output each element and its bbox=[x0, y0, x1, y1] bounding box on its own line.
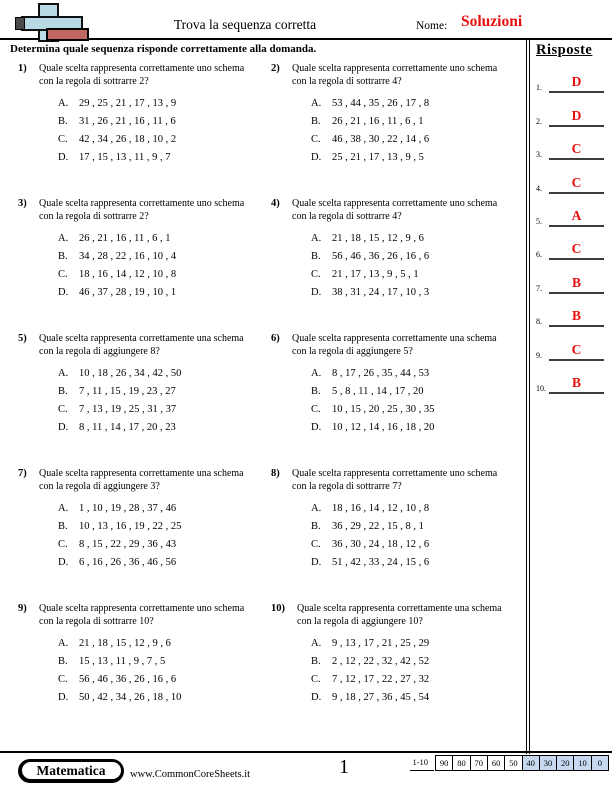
option-letter: B. bbox=[58, 655, 68, 667]
option-a bbox=[311, 364, 524, 382]
option-letter: D. bbox=[311, 556, 322, 568]
answer-row-1 bbox=[536, 60, 604, 93]
name-label: Nome: bbox=[416, 20, 448, 32]
option-letter: A. bbox=[311, 232, 322, 244]
option-letter: B. bbox=[58, 385, 68, 397]
option-sequence: 10 , 15 , 20 , 25 , 30 , 35 bbox=[332, 403, 435, 415]
option-c bbox=[311, 130, 524, 148]
option-sequence: 50 , 42 , 34 , 26 , 18 , 10 bbox=[79, 691, 182, 703]
question-text: Quale scelta rappresenta correttamente uno schema con la regola di sottrarre 4? bbox=[292, 198, 498, 222]
option-sequence: 9 , 18 , 27 , 36 , 45 , 54 bbox=[332, 691, 430, 703]
plus-minus-logo-icon bbox=[12, 2, 92, 44]
option-b bbox=[58, 247, 271, 265]
score-range-label: 1-10 bbox=[410, 755, 434, 771]
question-text: Quale scelta rappresenta correttamente una schema con la regola di aggiungere 3? bbox=[39, 468, 244, 492]
question-number: 7) bbox=[18, 468, 27, 479]
option-letter: B. bbox=[58, 520, 68, 532]
option-sequence: 21 , 18 , 15 , 12 , 9 , 6 bbox=[332, 232, 424, 244]
score-cell-80: 80 bbox=[452, 755, 470, 771]
answer-number: 4. bbox=[536, 183, 542, 193]
option-c bbox=[311, 535, 524, 553]
answer-blank bbox=[549, 307, 604, 327]
option-d bbox=[58, 418, 271, 436]
option-d bbox=[311, 148, 524, 166]
option-sequence: 38 , 31 , 24 , 17 , 10 , 3 bbox=[332, 286, 430, 298]
option-letter: D. bbox=[311, 151, 322, 163]
question-number: 3) bbox=[18, 198, 27, 209]
option-b bbox=[311, 652, 524, 670]
option-sequence: 46 , 37 , 28 , 19 , 10 , 1 bbox=[79, 286, 177, 298]
option-sequence: 53 , 44 , 35 , 26 , 17 , 8 bbox=[332, 97, 430, 109]
question-text: Quale scelta rappresenta correttamente uno schema con la regola di sottrarre 10? bbox=[39, 603, 245, 627]
answer-row-7 bbox=[536, 260, 604, 293]
option-letter: D. bbox=[58, 421, 69, 433]
question-number: 4) bbox=[271, 198, 280, 209]
option-b bbox=[58, 382, 271, 400]
option-letter: A. bbox=[311, 97, 322, 109]
answer-number: 9. bbox=[536, 350, 542, 360]
option-letter: B. bbox=[311, 115, 321, 127]
option-sequence: 7 , 13 , 19 , 25 , 31 , 37 bbox=[79, 403, 177, 415]
option-letter: A. bbox=[58, 232, 69, 244]
instruction-text: Determina quale sequenza risponde correttamente alla domanda. bbox=[10, 43, 317, 55]
option-letter: C. bbox=[311, 133, 321, 145]
answer-value: C bbox=[571, 174, 582, 190]
option-sequence: 8 , 11 , 14 , 17 , 20 , 23 bbox=[79, 421, 176, 433]
option-sequence: 42 , 34 , 26 , 18 , 10 , 2 bbox=[79, 133, 177, 145]
option-a bbox=[58, 499, 271, 517]
option-d bbox=[311, 283, 524, 301]
answer-row-2 bbox=[536, 93, 604, 126]
question-text: Quale scelta rappresenta correttamente uno schema con la regola di sottrarre 2? bbox=[39, 198, 245, 222]
option-letter: D. bbox=[58, 691, 69, 703]
option-d bbox=[58, 283, 271, 301]
option-a bbox=[58, 634, 271, 652]
question-number: 8) bbox=[271, 468, 280, 479]
option-sequence: 5 , 8 , 11 , 14 , 17 , 20 bbox=[332, 385, 424, 397]
option-sequence: 21 , 18 , 15 , 12 , 9 , 6 bbox=[79, 637, 171, 649]
question-number: 10) bbox=[271, 603, 285, 614]
answers-list bbox=[536, 60, 604, 394]
option-sequence: 1 , 10 , 19 , 28 , 37 , 46 bbox=[79, 502, 177, 514]
question-number: 2) bbox=[271, 63, 280, 74]
option-sequence: 9 , 13 , 17 , 21 , 25 , 29 bbox=[332, 637, 430, 649]
option-b bbox=[58, 652, 271, 670]
option-letter: C. bbox=[311, 403, 321, 415]
option-c bbox=[311, 670, 524, 688]
subject-badge bbox=[18, 759, 124, 783]
option-b bbox=[58, 112, 271, 130]
option-sequence: 46 , 38 , 30 , 22 , 14 , 6 bbox=[332, 133, 430, 145]
question-text: Quale scelta rappresenta correttamente una schema con la regola di aggiungere 5? bbox=[292, 333, 497, 357]
option-c bbox=[311, 265, 524, 283]
question-7 bbox=[18, 465, 271, 600]
answer-value: C bbox=[571, 141, 582, 157]
answer-blank bbox=[549, 73, 604, 93]
score-cell-60: 60 bbox=[487, 755, 505, 771]
option-letter: B. bbox=[311, 520, 321, 532]
option-sequence: 36 , 29 , 22 , 15 , 8 , 1 bbox=[332, 520, 424, 532]
option-sequence: 10 , 18 , 26 , 34 , 42 , 50 bbox=[79, 367, 182, 379]
option-c bbox=[58, 535, 271, 553]
option-letter: A. bbox=[58, 637, 69, 649]
option-c bbox=[58, 130, 271, 148]
option-letter: A. bbox=[58, 367, 69, 379]
answer-blank bbox=[549, 374, 604, 394]
answer-number: 8. bbox=[536, 317, 542, 327]
page-title: Trova la sequenza corretta bbox=[173, 17, 317, 32]
option-letter: D. bbox=[58, 556, 69, 568]
answer-row-4 bbox=[536, 160, 604, 193]
score-cell-90: 90 bbox=[435, 755, 453, 771]
answer-value: C bbox=[571, 341, 582, 357]
option-sequence: 25 , 21 , 17 , 13 , 9 , 5 bbox=[332, 151, 424, 163]
answer-value: B bbox=[571, 308, 581, 324]
content-area bbox=[0, 40, 612, 748]
option-sequence: 8 , 15 , 22 , 29 , 36 , 43 bbox=[79, 538, 177, 550]
question-number: 5) bbox=[18, 333, 27, 344]
option-sequence: 15 , 13 , 11 , 9 , 7 , 5 bbox=[79, 655, 166, 667]
option-sequence: 36 , 30 , 24 , 18 , 12 , 6 bbox=[332, 538, 430, 550]
option-a bbox=[311, 634, 524, 652]
option-d bbox=[311, 553, 524, 571]
score-cell-30: 30 bbox=[539, 755, 557, 771]
answer-value: D bbox=[571, 74, 582, 90]
option-c bbox=[311, 400, 524, 418]
option-letter: C. bbox=[311, 673, 321, 685]
option-letter: D. bbox=[311, 286, 322, 298]
option-letter: A. bbox=[58, 502, 69, 514]
answer-blank bbox=[549, 107, 604, 127]
answer-value: B bbox=[571, 374, 581, 390]
score-cell-70: 70 bbox=[470, 755, 488, 771]
option-sequence: 7 , 11 , 15 , 19 , 23 , 27 bbox=[79, 385, 176, 397]
score-strip bbox=[410, 755, 609, 771]
option-letter: D. bbox=[311, 691, 322, 703]
question-number: 1) bbox=[18, 63, 27, 74]
option-sequence: 56 , 46 , 36 , 26 , 16 , 6 bbox=[332, 250, 430, 262]
answers-title: Risposte bbox=[536, 42, 593, 58]
question-3 bbox=[18, 195, 271, 330]
option-d bbox=[58, 148, 271, 166]
question-text: Quale scelta rappresenta correttamente uno schema con la regola di sottrarre 4? bbox=[292, 63, 498, 87]
option-d bbox=[311, 418, 524, 436]
option-sequence: 26 , 21 , 16 , 11 , 6 , 1 bbox=[332, 115, 424, 127]
score-cell-40: 40 bbox=[522, 755, 540, 771]
option-letter: B. bbox=[311, 250, 321, 262]
answer-blank bbox=[549, 274, 604, 294]
answer-number: 7. bbox=[536, 283, 542, 293]
option-sequence: 51 , 42 , 33 , 24 , 15 , 6 bbox=[332, 556, 430, 568]
answer-number: 10. bbox=[536, 383, 546, 393]
answer-row-10 bbox=[536, 361, 604, 394]
option-letter: C. bbox=[58, 538, 68, 550]
name-value-solutions: Soluzioni bbox=[461, 13, 523, 30]
answer-row-6 bbox=[536, 227, 604, 260]
question-2 bbox=[271, 60, 524, 195]
score-cell-50: 50 bbox=[504, 755, 522, 771]
page-number: 1 bbox=[339, 755, 349, 778]
question-text: Quale scelta rappresenta correttamente uno schema con la regola di sottrarre 2? bbox=[39, 63, 245, 87]
score-cell-10: 10 bbox=[573, 755, 591, 771]
option-c bbox=[58, 400, 271, 418]
option-sequence: 18 , 16 , 14 , 12 , 10 , 8 bbox=[332, 502, 430, 514]
option-sequence: 29 , 25 , 21 , 17 , 13 , 9 bbox=[79, 97, 177, 109]
option-sequence: 2 , 12 , 22 , 32 , 42 , 52 bbox=[332, 655, 430, 667]
option-letter: A. bbox=[311, 502, 322, 514]
answer-blank bbox=[549, 174, 604, 194]
option-sequence: 8 , 17 , 26 , 35 , 44 , 53 bbox=[332, 367, 430, 379]
answer-row-5 bbox=[536, 194, 604, 227]
question-8 bbox=[271, 465, 524, 600]
answer-number: 3. bbox=[536, 150, 542, 160]
option-sequence: 10 , 13 , 16 , 19 , 22 , 25 bbox=[79, 520, 182, 532]
question-number: 6) bbox=[271, 333, 280, 344]
option-a bbox=[311, 229, 524, 247]
website-url: www.CommonCoreSheets.it bbox=[130, 768, 251, 780]
option-letter: B. bbox=[58, 250, 68, 262]
option-sequence: 6 , 16 , 26 , 36 , 46 , 56 bbox=[79, 556, 177, 568]
questions-grid bbox=[18, 60, 526, 735]
answer-blank bbox=[549, 207, 604, 227]
option-a bbox=[58, 364, 271, 382]
option-letter: B. bbox=[311, 655, 321, 667]
option-a bbox=[311, 499, 524, 517]
option-b bbox=[311, 382, 524, 400]
option-letter: C. bbox=[58, 403, 68, 415]
option-letter: C. bbox=[311, 538, 321, 550]
option-letter: C. bbox=[58, 133, 68, 145]
option-c bbox=[58, 670, 271, 688]
option-letter: C. bbox=[58, 268, 68, 280]
footer bbox=[0, 751, 612, 792]
option-sequence: 10 , 12 , 14 , 16 , 18 , 20 bbox=[332, 421, 435, 433]
answer-value: B bbox=[571, 274, 581, 290]
answer-number: 2. bbox=[536, 116, 542, 126]
option-sequence: 21 , 17 , 13 , 9 , 5 , 1 bbox=[332, 268, 419, 280]
score-cell-0: 0 bbox=[591, 755, 609, 771]
score-cell-20: 20 bbox=[556, 755, 574, 771]
question-4 bbox=[271, 195, 524, 330]
answer-number: 6. bbox=[536, 250, 542, 260]
answer-blank bbox=[549, 240, 604, 260]
option-d bbox=[311, 688, 524, 706]
question-1 bbox=[18, 60, 271, 195]
option-letter: D. bbox=[58, 286, 69, 298]
question-text: Quale scelta rappresenta correttamente una schema con la regola di aggiungere 10? bbox=[297, 603, 502, 627]
option-a bbox=[58, 229, 271, 247]
question-5 bbox=[18, 330, 271, 465]
option-sequence: 26 , 21 , 16 , 11 , 6 , 1 bbox=[79, 232, 171, 244]
answer-row-9 bbox=[536, 327, 604, 360]
option-letter: B. bbox=[311, 385, 321, 397]
option-b bbox=[311, 247, 524, 265]
option-letter: C. bbox=[58, 673, 68, 685]
question-10 bbox=[271, 600, 524, 735]
answer-row-8 bbox=[536, 294, 604, 327]
answer-number: 5. bbox=[536, 216, 542, 226]
option-letter: B. bbox=[58, 115, 68, 127]
option-sequence: 17 , 15 , 13 , 11 , 9 , 7 bbox=[79, 151, 171, 163]
option-d bbox=[58, 553, 271, 571]
question-6 bbox=[271, 330, 524, 465]
answer-blank bbox=[549, 341, 604, 361]
answer-blank bbox=[549, 140, 604, 160]
answer-value: D bbox=[571, 107, 582, 123]
answer-value: A bbox=[571, 207, 582, 223]
question-9 bbox=[18, 600, 271, 735]
option-letter: D. bbox=[58, 151, 69, 163]
option-b bbox=[311, 517, 524, 535]
question-text: Quale scelta rappresenta correttamente uno schema con la regola di sottrarre 7? bbox=[292, 468, 498, 492]
questions-area bbox=[0, 40, 526, 748]
answer-value: C bbox=[571, 241, 582, 257]
option-a bbox=[58, 94, 271, 112]
answer-number: 1. bbox=[536, 83, 542, 93]
option-c bbox=[58, 265, 271, 283]
option-letter: A. bbox=[311, 637, 322, 649]
option-letter: C. bbox=[311, 268, 321, 280]
option-sequence: 7 , 12 , 17 , 22 , 27 , 32 bbox=[332, 673, 430, 685]
option-b bbox=[311, 112, 524, 130]
option-b bbox=[58, 517, 271, 535]
option-sequence: 18 , 16 , 14 , 12 , 10 , 8 bbox=[79, 268, 177, 280]
option-sequence: 56 , 46 , 36 , 26 , 16 , 6 bbox=[79, 673, 177, 685]
answers-sidebar bbox=[526, 40, 612, 748]
option-d bbox=[58, 688, 271, 706]
option-sequence: 34 , 28 , 22 , 16 , 10 , 4 bbox=[79, 250, 177, 262]
question-text: Quale scelta rappresenta correttamente una schema con la regola di aggiungere 8? bbox=[39, 333, 244, 357]
option-letter: D. bbox=[311, 421, 322, 433]
option-letter: A. bbox=[58, 97, 69, 109]
option-sequence: 31 , 26 , 21 , 16 , 11 , 6 bbox=[79, 115, 176, 127]
option-letter: A. bbox=[311, 367, 322, 379]
subject-label: Matematica bbox=[22, 762, 121, 779]
answer-row-3 bbox=[536, 127, 604, 160]
option-a bbox=[311, 94, 524, 112]
question-number: 9) bbox=[18, 603, 27, 614]
